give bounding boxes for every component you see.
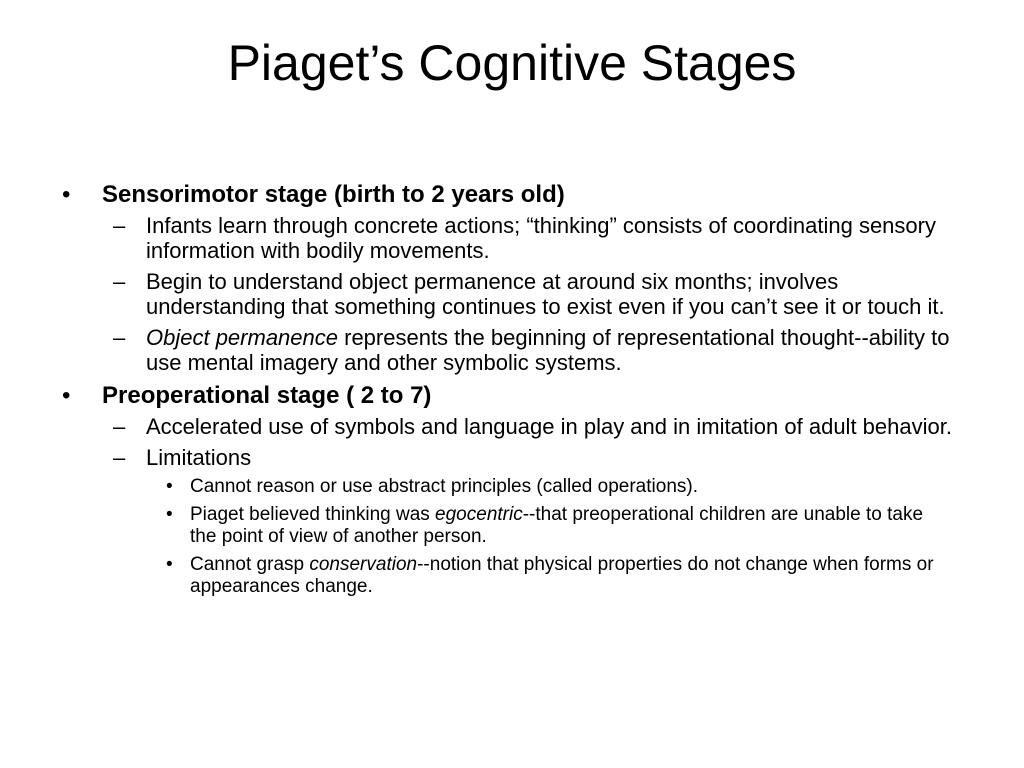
preoperational-item-2: [0, 445, 1024, 470]
preoperational-item-1: [0, 414, 1024, 439]
limitation-1: [0, 476, 1024, 498]
dash-marker: –: [113, 269, 126, 294]
sensorimotor-item-2: [0, 269, 1024, 319]
limitation-3-text-before: Cannot grasp: [190, 554, 310, 575]
limitation-2-text-after: --that preoperational children are unable to take the point of view of another person.: [190, 504, 924, 547]
slide-body: [0, 180, 1024, 604]
limitation-2-text-before: Piaget believed thinking was: [190, 504, 436, 525]
bullet-sensorimotor: [0, 180, 1024, 209]
egocentric-term: egocentric: [435, 504, 523, 525]
bullet-preoperational: [0, 381, 1024, 410]
dash-marker: –: [113, 325, 126, 350]
slide-title: Piaget’s Cognitive Stages: [227, 35, 797, 91]
bullet-marker: •: [166, 554, 173, 575]
sensorimotor-item-2-text: Begin to understand object permanence at around six months; involves understanding that something continues to exist even if you can’t see it or touch it.: [146, 269, 945, 319]
sensorimotor-item-3-text: represents the beginning of representational thought--ability to use mental imagery and other symbolic systems.: [146, 325, 950, 375]
bullet-marker: •: [166, 476, 173, 497]
bullet-marker: •: [166, 504, 173, 525]
bullet-marker: •: [62, 181, 71, 208]
object-permanence-term: Object permanence: [146, 325, 338, 350]
conservation-term: conservation: [309, 554, 418, 575]
dash-marker: –: [113, 213, 126, 238]
dash-marker: –: [113, 414, 126, 439]
sensorimotor-item-1-text: Infants learn through concrete actions; “thinking” consists of coordinating sensory information with bodily movements.: [146, 213, 936, 263]
sensorimotor-heading: Sensorimotor stage (birth to 2 years old): [102, 181, 565, 208]
preoperational-heading: Preoperational stage ( 2 to 7): [102, 382, 432, 409]
limitation-3: [0, 554, 1024, 598]
preoperational-item-1-text: Accelerated use of symbols and language in play and in imitation of adult behavior.: [146, 414, 952, 439]
limitations-label: Limitations: [146, 445, 252, 470]
dash-marker: –: [113, 445, 126, 470]
limitation-1-text: Cannot reason or use abstract principles (called operations).: [190, 476, 698, 497]
limitation-3-text-after: --notion that physical properties do not change when forms or appearances change.: [190, 554, 934, 597]
sensorimotor-item-3: [0, 325, 1024, 375]
sensorimotor-item-1: [0, 213, 1024, 263]
limitation-2: [0, 504, 1024, 548]
bullet-marker: •: [62, 382, 71, 409]
